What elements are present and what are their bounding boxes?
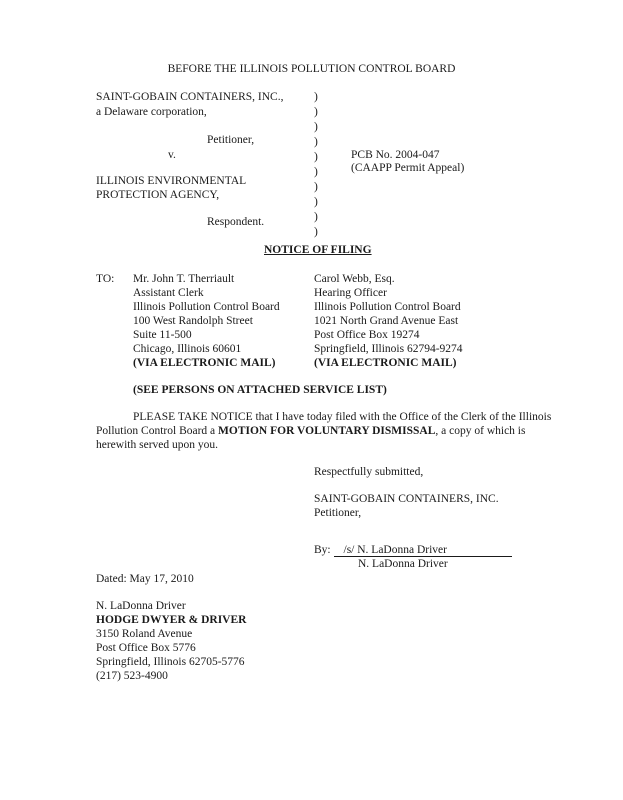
paren: ): [314, 226, 318, 238]
document-title: NOTICE OF FILING: [264, 244, 372, 256]
paren: ): [314, 211, 318, 223]
recipient2-via: (VIA ELECTRONIC MAIL): [314, 357, 457, 369]
paren: ): [314, 121, 318, 133]
paren: ): [314, 166, 318, 178]
recipient1-city: Chicago, Illinois 60601: [133, 343, 242, 355]
recipient2-title: Hearing Officer: [314, 287, 387, 299]
recipient1-via: (VIA ELECTRONIC MAIL): [133, 357, 276, 369]
signer-printed-name: N. LaDonna Driver: [358, 558, 448, 570]
counsel-phone: (217) 523-4900: [96, 670, 168, 682]
paren: ): [314, 151, 318, 163]
case-number: PCB No. 2004-047: [351, 149, 440, 161]
caption-parentheses: [314, 90, 324, 240]
recipient1-title: Assistant Clerk: [133, 287, 204, 299]
respondent-line1: ILLINOIS ENVIRONMENTAL: [96, 175, 247, 187]
paren: ): [314, 181, 318, 193]
recipient1-suite: Suite 11-500: [133, 329, 192, 341]
notice-paragraph: [96, 410, 556, 452]
recipient1-name: Mr. John T. Therriault: [133, 273, 235, 285]
paren: ): [314, 106, 318, 118]
respondent-line2: PROTECTION AGENCY,: [96, 189, 220, 201]
paren: ): [314, 196, 318, 208]
counsel-name: N. LaDonna Driver: [96, 600, 186, 612]
closing: Respectfully submitted,: [314, 466, 424, 478]
counsel-street: 3150 Roland Avenue: [96, 628, 193, 640]
counsel-box: Post Office Box 5776: [96, 642, 196, 654]
service-list-note: (SEE PERSONS ON ATTACHED SERVICE LIST): [133, 384, 387, 396]
recipient1-street: 100 West Randolph Street: [133, 315, 253, 327]
by-label: By:: [314, 544, 331, 556]
electronic-signature: /s/ N. LaDonna Driver: [343, 544, 447, 556]
paren: ): [314, 91, 318, 103]
notice-text-part2: , a copy of which is herewith served upon you.: [96, 425, 526, 451]
recipient1-org: Illinois Pollution Control Board: [133, 301, 280, 313]
signature-underline: [334, 543, 512, 557]
recipient2-name: Carol Webb, Esq.: [314, 273, 395, 285]
recipient2-org: Illinois Pollution Control Board: [314, 301, 461, 313]
signature-role: Petitioner,: [314, 507, 362, 519]
petitioner-description: a Delaware corporation,: [96, 106, 207, 118]
signature-line: [314, 543, 512, 557]
recipient2-box: Post Office Box 19274: [314, 329, 420, 341]
recipient2-city: Springfield, Illinois 62794-9274: [314, 343, 463, 355]
petitioner-role: Petitioner,: [207, 134, 255, 146]
counsel-firm: HODGE DWYER & DRIVER: [96, 614, 247, 626]
petitioner-name: SAINT-GOBAIN CONTAINERS, INC.,: [96, 91, 284, 103]
to-label: TO:: [96, 273, 115, 285]
notice-text-part1: PLEASE TAKE NOTICE that I have today filed with the Office of the Clerk of the Illinois Pollution Control Board a: [96, 411, 552, 437]
signature-party: SAINT-GOBAIN CONTAINERS, INC.: [314, 493, 499, 505]
versus: v.: [168, 149, 176, 161]
recipient2-street: 1021 North Grand Avenue East: [314, 315, 459, 327]
respondent-role: Respondent.: [207, 216, 265, 228]
case-type: (CAAPP Permit Appeal): [351, 162, 465, 174]
paren: ): [314, 136, 318, 148]
counsel-city: Springfield, Illinois 62705-5776: [96, 656, 245, 668]
court-heading: BEFORE THE ILLINOIS POLLUTION CONTROL BOARD: [167, 63, 456, 75]
motion-title: MOTION FOR VOLUNTARY DISMISSAL: [218, 425, 436, 437]
date-line: Dated: May 17, 2010: [96, 573, 194, 585]
